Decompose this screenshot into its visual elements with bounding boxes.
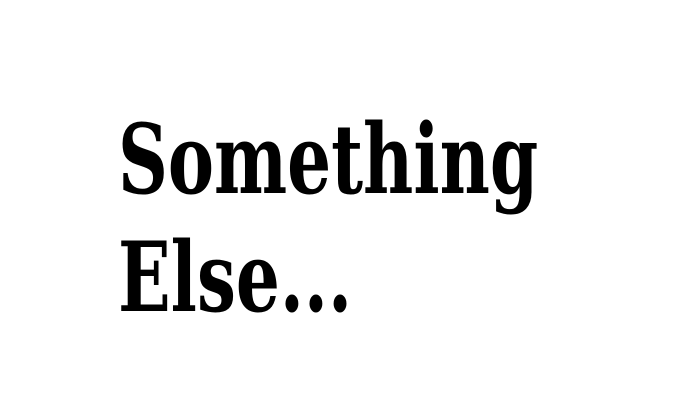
headline-line-2: Else...	[118, 221, 353, 334]
headline	[118, 103, 539, 348]
headline-line-1: Something	[118, 103, 539, 216]
